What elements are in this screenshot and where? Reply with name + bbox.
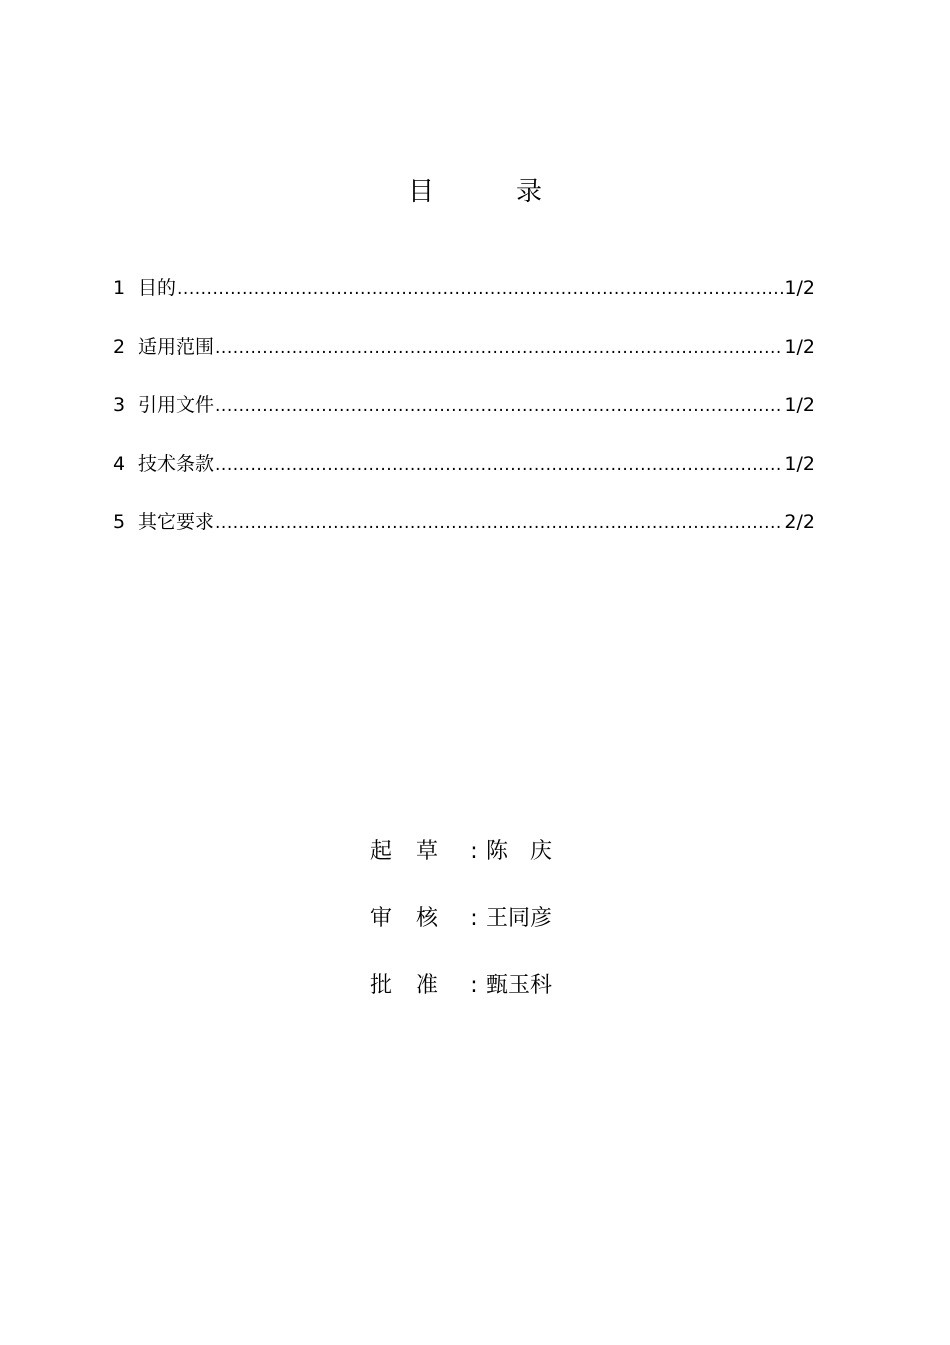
toc-title: 引用文件 [138, 394, 215, 416]
toc-number: 4 [113, 452, 126, 475]
signoff-name: 甄玉科 [486, 973, 553, 998]
toc-leader-dots [177, 271, 783, 307]
toc-page-number: 2/2 [784, 511, 815, 533]
toc-entry-other-requirements [113, 504, 815, 563]
toc-leader-dots [215, 447, 783, 483]
toc-title: 技术条款 [138, 452, 215, 475]
signoff-name: 陈 庆 [486, 839, 553, 864]
toc-title: 适用范围 [138, 335, 215, 358]
signoff-name: 王同彦 [486, 906, 553, 931]
toc-entry-scope [113, 329, 815, 388]
toc-number: 3 [113, 394, 126, 416]
toc-page-number: 1/2 [784, 394, 815, 416]
signoff-reviewer [0, 899, 950, 966]
signoff-role-label: 起草 [369, 839, 462, 864]
signoff-role-label: 审核 [369, 906, 462, 931]
toc-page-number: 1/2 [784, 277, 815, 299]
toc-leader-dots [215, 330, 783, 366]
toc-page-number: 1/2 [784, 452, 815, 475]
toc-number: 1 [113, 277, 126, 299]
signoff-block [0, 832, 950, 1033]
toc-leader-dots [215, 388, 783, 424]
toc-entry-references [113, 387, 815, 446]
toc-number: 2 [113, 335, 126, 358]
signoff-approver [0, 966, 950, 1033]
page-title: 目 录 [407, 177, 570, 207]
toc-title: 目的 [138, 277, 177, 299]
signoff-drafter [0, 832, 950, 899]
toc-number: 5 [113, 511, 126, 533]
toc-entry-technical-terms [113, 446, 815, 505]
table-of-contents [113, 270, 815, 563]
signoff-colon: : [470, 839, 478, 864]
toc-entry-purpose [113, 270, 815, 329]
toc-page-number: 1/2 [784, 335, 815, 358]
signoff-colon: : [470, 973, 478, 998]
signoff-role-label: 批准 [369, 973, 462, 998]
toc-leader-dots [215, 505, 783, 541]
toc-title: 其它要求 [138, 511, 215, 533]
signoff-colon: : [470, 906, 478, 931]
